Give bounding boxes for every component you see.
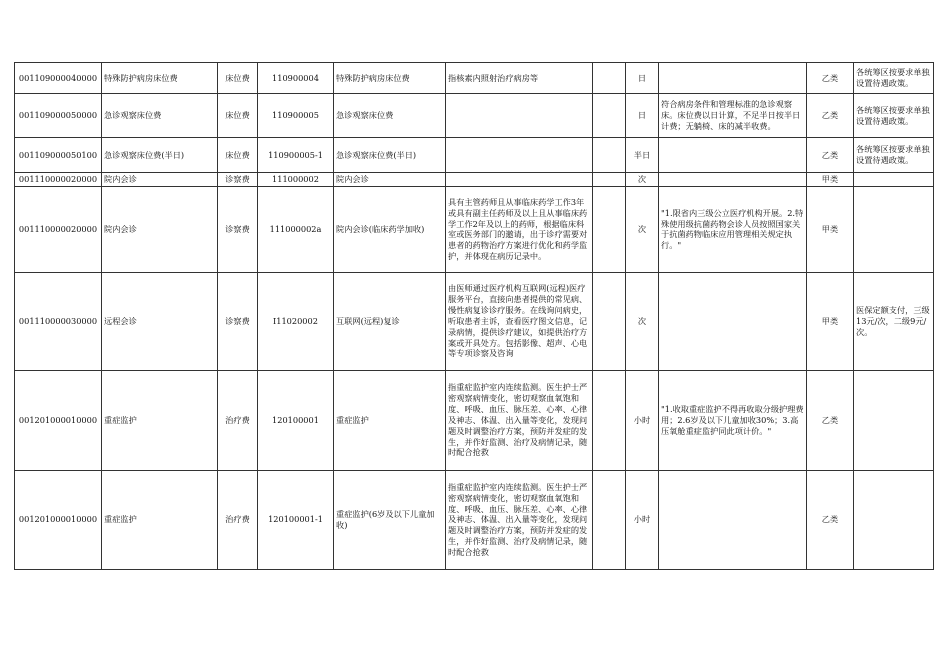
cell-notes <box>659 63 807 94</box>
table-row <box>15 272 934 370</box>
cell-content: 具有主管药师且从事临床药学工作3年或具有副主任药师及以上且从事临床药学工作2年及以上的药师，根据临床科室或医务部门的邀请，出于诊疗需要对患者的药物治疗方案进行优化和药学监护，并体现在病历记录中。 <box>446 186 593 272</box>
cell-unit: 次 <box>626 272 659 370</box>
cell-insurance-class: 乙类 <box>807 370 854 470</box>
cell-local-name: 特殊防护病房床位费 <box>334 63 446 94</box>
cell-local-name: 互联网(远程)复诊 <box>334 272 446 370</box>
cell-excluded <box>593 63 626 94</box>
cell-content <box>446 173 593 187</box>
cell-policy <box>854 186 934 272</box>
cell-local-name: 急诊观察床位费 <box>334 94 446 138</box>
cell-item-name: 院内会诊 <box>102 173 218 187</box>
cell-local-code: I11020002 <box>258 272 334 370</box>
cell-item-name: 急诊观察床位费 <box>102 94 218 138</box>
cell-local-code: 110900005-1 <box>258 138 334 173</box>
cell-content: 指重症监护室内连续监测。医生护士严密观察病情变化，密切观察血氧饱和度、呼吸、血压、脉压差、心率、心律及神志、体温、出入量等变化，发现问题及时调整治疗方案，预防并发症的发生，并作好监测、治疗及病情记录，随时配合抢救 <box>446 370 593 470</box>
cell-item-name: 特殊防护病房床位费 <box>102 63 218 94</box>
cell-content <box>446 138 593 173</box>
cell-insurance-class: 甲类 <box>807 173 854 187</box>
cell-code: 001109000040000 <box>15 63 102 94</box>
cell-item-name: 重症监护 <box>102 470 218 569</box>
cell-notes: "1.收取重症监护不得再收取分级护理费用；2.6岁及以下儿童加收30%；3.高压氧舱重症监护同此项计价。" <box>659 370 807 470</box>
cell-category: 床位费 <box>218 94 258 138</box>
table-row <box>15 94 934 138</box>
cell-item-name: 远程会诊 <box>102 272 218 370</box>
cell-insurance-class: 乙类 <box>807 138 854 173</box>
cell-excluded <box>593 470 626 569</box>
table-row <box>15 173 934 187</box>
table-row <box>15 138 934 173</box>
cell-item-name: 重症监护 <box>102 370 218 470</box>
cell-local-code: 120100001-1 <box>258 470 334 569</box>
cell-item-name: 院内会诊 <box>102 186 218 272</box>
cell-policy: 医保定额支付，三级13元/次，二级9元/次。 <box>854 272 934 370</box>
cell-unit: 次 <box>626 186 659 272</box>
cell-notes <box>659 272 807 370</box>
cell-excluded <box>593 186 626 272</box>
cell-local-name: 院内会诊 <box>334 173 446 187</box>
cell-category: 诊察费 <box>218 272 258 370</box>
cell-category: 诊察费 <box>218 173 258 187</box>
cell-local-code: 111000002 <box>258 173 334 187</box>
cell-local-name: 急诊观察床位费(半日) <box>334 138 446 173</box>
cell-unit: 半日 <box>626 138 659 173</box>
cell-policy: 各统筹区按要求单独设置待遇政策。 <box>854 94 934 138</box>
cell-insurance-class: 乙类 <box>807 470 854 569</box>
cell-insurance-class: 乙类 <box>807 63 854 94</box>
cell-insurance-class: 甲类 <box>807 272 854 370</box>
cell-category: 床位费 <box>218 63 258 94</box>
table-row <box>15 470 934 569</box>
table-row <box>15 186 934 272</box>
cell-code: 001110000030000 <box>15 272 102 370</box>
cell-excluded <box>593 272 626 370</box>
cell-notes: 符合病房条件和管理标准的急诊观察床。床位费以日计算，不足半日按半日计费；无躺椅、床的减半收费。 <box>659 94 807 138</box>
cell-policy <box>854 470 934 569</box>
cell-local-code: 110900004 <box>258 63 334 94</box>
cell-category: 床位费 <box>218 138 258 173</box>
cell-content: 指核素内照射治疗病房等 <box>446 63 593 94</box>
cell-policy <box>854 370 934 470</box>
cell-local-code: 111000002a <box>258 186 334 272</box>
table-row <box>15 63 934 94</box>
table-row <box>15 370 934 470</box>
cell-local-name: 重症监护 <box>334 370 446 470</box>
cell-category: 治疗费 <box>218 370 258 470</box>
cell-content: 指重症监护室内连续监测。医生护士严密观察病情变化，密切观察血氧饱和度、呼吸、血压、脉压差、心率、心律及神志、体温、出入量等变化，发现问题及时调整治疗方案，预防并发症的发生，并作好监测、治疗及病情记录，随时配合抢救 <box>446 470 593 569</box>
cell-unit: 日 <box>626 94 659 138</box>
cell-unit: 小时 <box>626 470 659 569</box>
cell-content: 由医师通过医疗机构互联网(远程)医疗服务平台，直接向患者提供的常见病、慢性病复诊诊疗服务。在线询问病史，听取患者主诉，查看医疗图文信息，记录病情，提供诊疗建议，如提供治疗方案或开具处方。包括影像、超声、心电等专项诊察及咨询 <box>446 272 593 370</box>
cell-notes <box>659 138 807 173</box>
cell-code: 001110000020000 <box>15 186 102 272</box>
cell-excluded <box>593 94 626 138</box>
cell-code: 001201000010000 <box>15 470 102 569</box>
cell-insurance-class: 甲类 <box>807 186 854 272</box>
cell-category: 治疗费 <box>218 470 258 569</box>
cell-policy: 各统筹区按要求单独设置待遇政策。 <box>854 138 934 173</box>
cell-code: 001201000010000 <box>15 370 102 470</box>
cell-notes <box>659 470 807 569</box>
cell-category: 诊察费 <box>218 186 258 272</box>
fee-schedule-table <box>14 62 934 570</box>
cell-code: 001110000020000 <box>15 173 102 187</box>
cell-policy: 各统筹区按要求单独设置待遇政策。 <box>854 63 934 94</box>
cell-content <box>446 94 593 138</box>
cell-unit: 日 <box>626 63 659 94</box>
cell-unit: 次 <box>626 173 659 187</box>
cell-policy <box>854 173 934 187</box>
cell-notes: "1.限省内三级公立医疗机构开展。2.特殊使用级抗菌药物会诊人员按照国家关于抗菌药物临床应用管理相关规定执行。" <box>659 186 807 272</box>
cell-local-name: 院内会诊(临床药学加收) <box>334 186 446 272</box>
cell-excluded <box>593 370 626 470</box>
cell-local-name: 重症监护(6岁及以下儿童加收) <box>334 470 446 569</box>
cell-code: 001109000050100 <box>15 138 102 173</box>
cell-local-code: 120100001 <box>258 370 334 470</box>
cell-local-code: 110900005 <box>258 94 334 138</box>
cell-item-name: 急诊观察床位费(半日) <box>102 138 218 173</box>
cell-code: 001109000050000 <box>15 94 102 138</box>
cell-insurance-class: 乙类 <box>807 94 854 138</box>
cell-notes <box>659 173 807 187</box>
cell-excluded <box>593 173 626 187</box>
cell-unit: 小时 <box>626 370 659 470</box>
cell-excluded <box>593 138 626 173</box>
